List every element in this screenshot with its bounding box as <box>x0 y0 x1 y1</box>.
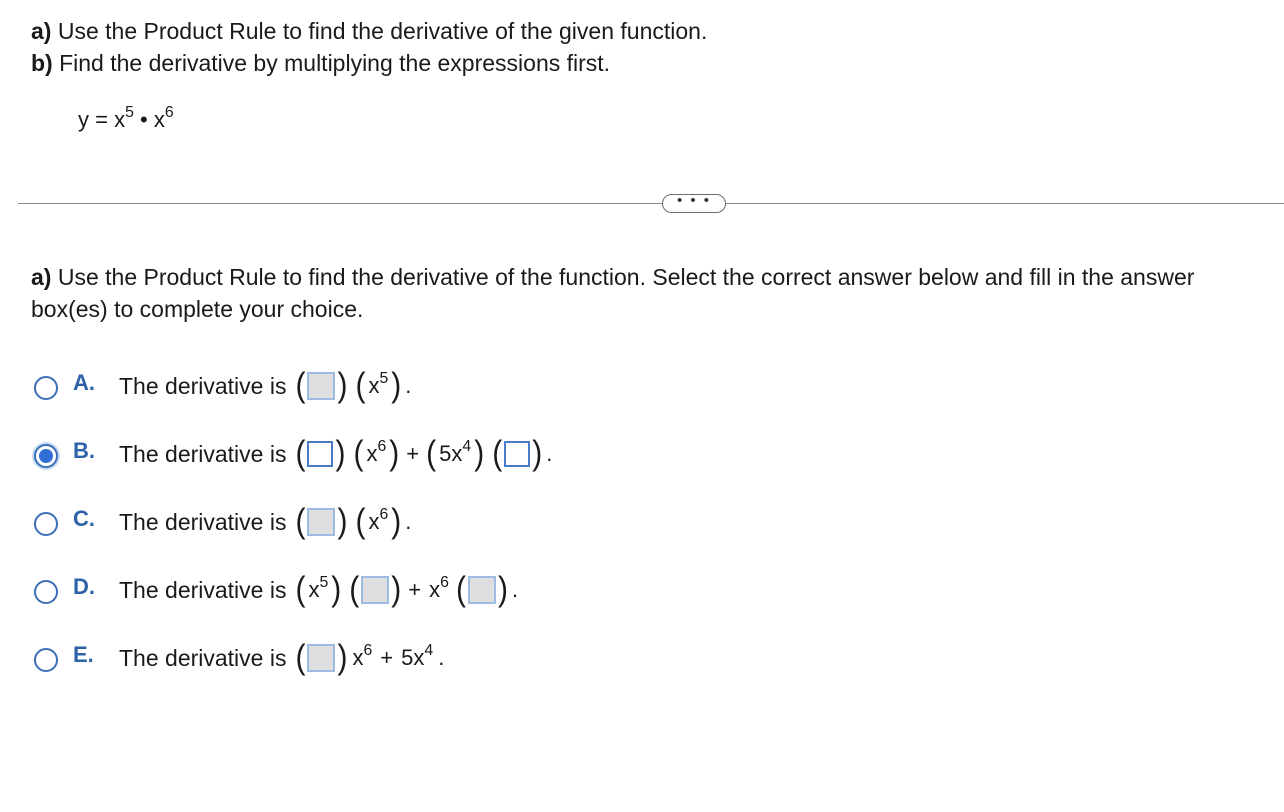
option-letter: C. <box>73 506 95 531</box>
question-text: Use the Product Rule to find the derivative of the function. Select the correct answer below and fill in the answer box(es) to complete your choice. <box>31 264 1195 322</box>
radio-button-d[interactable] <box>34 580 58 604</box>
expr-x: x <box>352 645 364 670</box>
option-prefix: The derivative is <box>119 372 287 399</box>
plus-sign: + <box>408 577 422 602</box>
expr-coef: 5x <box>439 441 463 466</box>
option-letter: A. <box>73 370 95 395</box>
part-b-label: b) <box>31 50 53 76</box>
expr-x: x <box>308 577 320 602</box>
expr-exp: 5 <box>319 574 329 592</box>
answer-box[interactable] <box>307 372 335 400</box>
option-text: The derivative is ( ) $x^6$ + $5x^4$ . <box>119 638 445 677</box>
period: . <box>546 441 553 466</box>
radio-button-b[interactable] <box>34 444 58 468</box>
option-prefix: The derivative is <box>119 440 287 467</box>
expr-exp2: 4 <box>424 642 434 660</box>
answer-box[interactable] <box>361 576 389 604</box>
option-letter: B. <box>73 438 95 463</box>
question-label: a) <box>31 264 52 290</box>
period: . <box>405 509 412 534</box>
expr-exp: 5 <box>379 370 389 388</box>
part-a-text: Use the Product Rule to find the derivative of the given function. <box>57 18 708 44</box>
option-letter: D. <box>73 574 95 599</box>
period: . <box>438 645 445 670</box>
given-function <box>78 104 174 133</box>
answer-box[interactable] <box>468 576 496 604</box>
eq-exp1: 5 <box>125 104 134 122</box>
expr-exp: 6 <box>377 438 387 456</box>
expr-exp: 6 <box>363 642 373 660</box>
part-a-label: a) <box>31 18 52 44</box>
expr-exp2: 6 <box>440 574 449 592</box>
radio-button-c[interactable] <box>34 512 58 536</box>
eq-lhs: y = x <box>78 107 126 132</box>
answer-box[interactable] <box>307 441 333 467</box>
option-text: The derivative is ( ) ( $x^6$ ) + ( $5x^4$ ) ( ) . <box>119 434 553 473</box>
plus-sign: + <box>406 441 420 466</box>
radio-button-e[interactable] <box>34 648 58 672</box>
question-prompt <box>31 261 1271 325</box>
answer-box[interactable] <box>504 441 530 467</box>
answer-box[interactable] <box>307 508 335 536</box>
option-prefix: The derivative is <box>119 644 287 671</box>
more-button[interactable]: • • • <box>662 194 726 213</box>
eq-mid: • x <box>133 107 165 132</box>
expr-x2: x <box>429 577 441 602</box>
radio-button-a[interactable] <box>34 376 58 400</box>
expr-x: x <box>368 373 380 398</box>
expr-coef: 5x <box>401 645 425 670</box>
section-divider <box>18 203 1284 204</box>
eq-exp2: 6 <box>164 104 174 122</box>
problem-part-b <box>31 47 610 79</box>
expr-x: x <box>366 441 378 466</box>
option-letter: E. <box>73 642 94 667</box>
problem-part-a <box>31 15 707 47</box>
part-b-text: Find the derivative by multiplying the expressions first. <box>59 50 611 76</box>
option-prefix: The derivative is <box>119 576 287 603</box>
option-text: The derivative is ( $x^5$ ) ( ) + $x^6$ ( ) . <box>119 570 519 609</box>
option-prefix: The derivative is <box>119 508 287 535</box>
expr-x: x <box>368 509 380 534</box>
option-text: The derivative is ( ) ( $x^5$ ) . <box>119 366 412 405</box>
option-text: The derivative is ( ) ( $x^6$ ) . <box>119 502 412 541</box>
period: . <box>511 577 519 602</box>
period: . <box>405 373 412 398</box>
expr-exp: 6 <box>379 506 389 524</box>
plus-sign: + <box>380 645 394 670</box>
answer-box[interactable] <box>307 644 335 672</box>
expr-exp2: 4 <box>462 438 472 456</box>
